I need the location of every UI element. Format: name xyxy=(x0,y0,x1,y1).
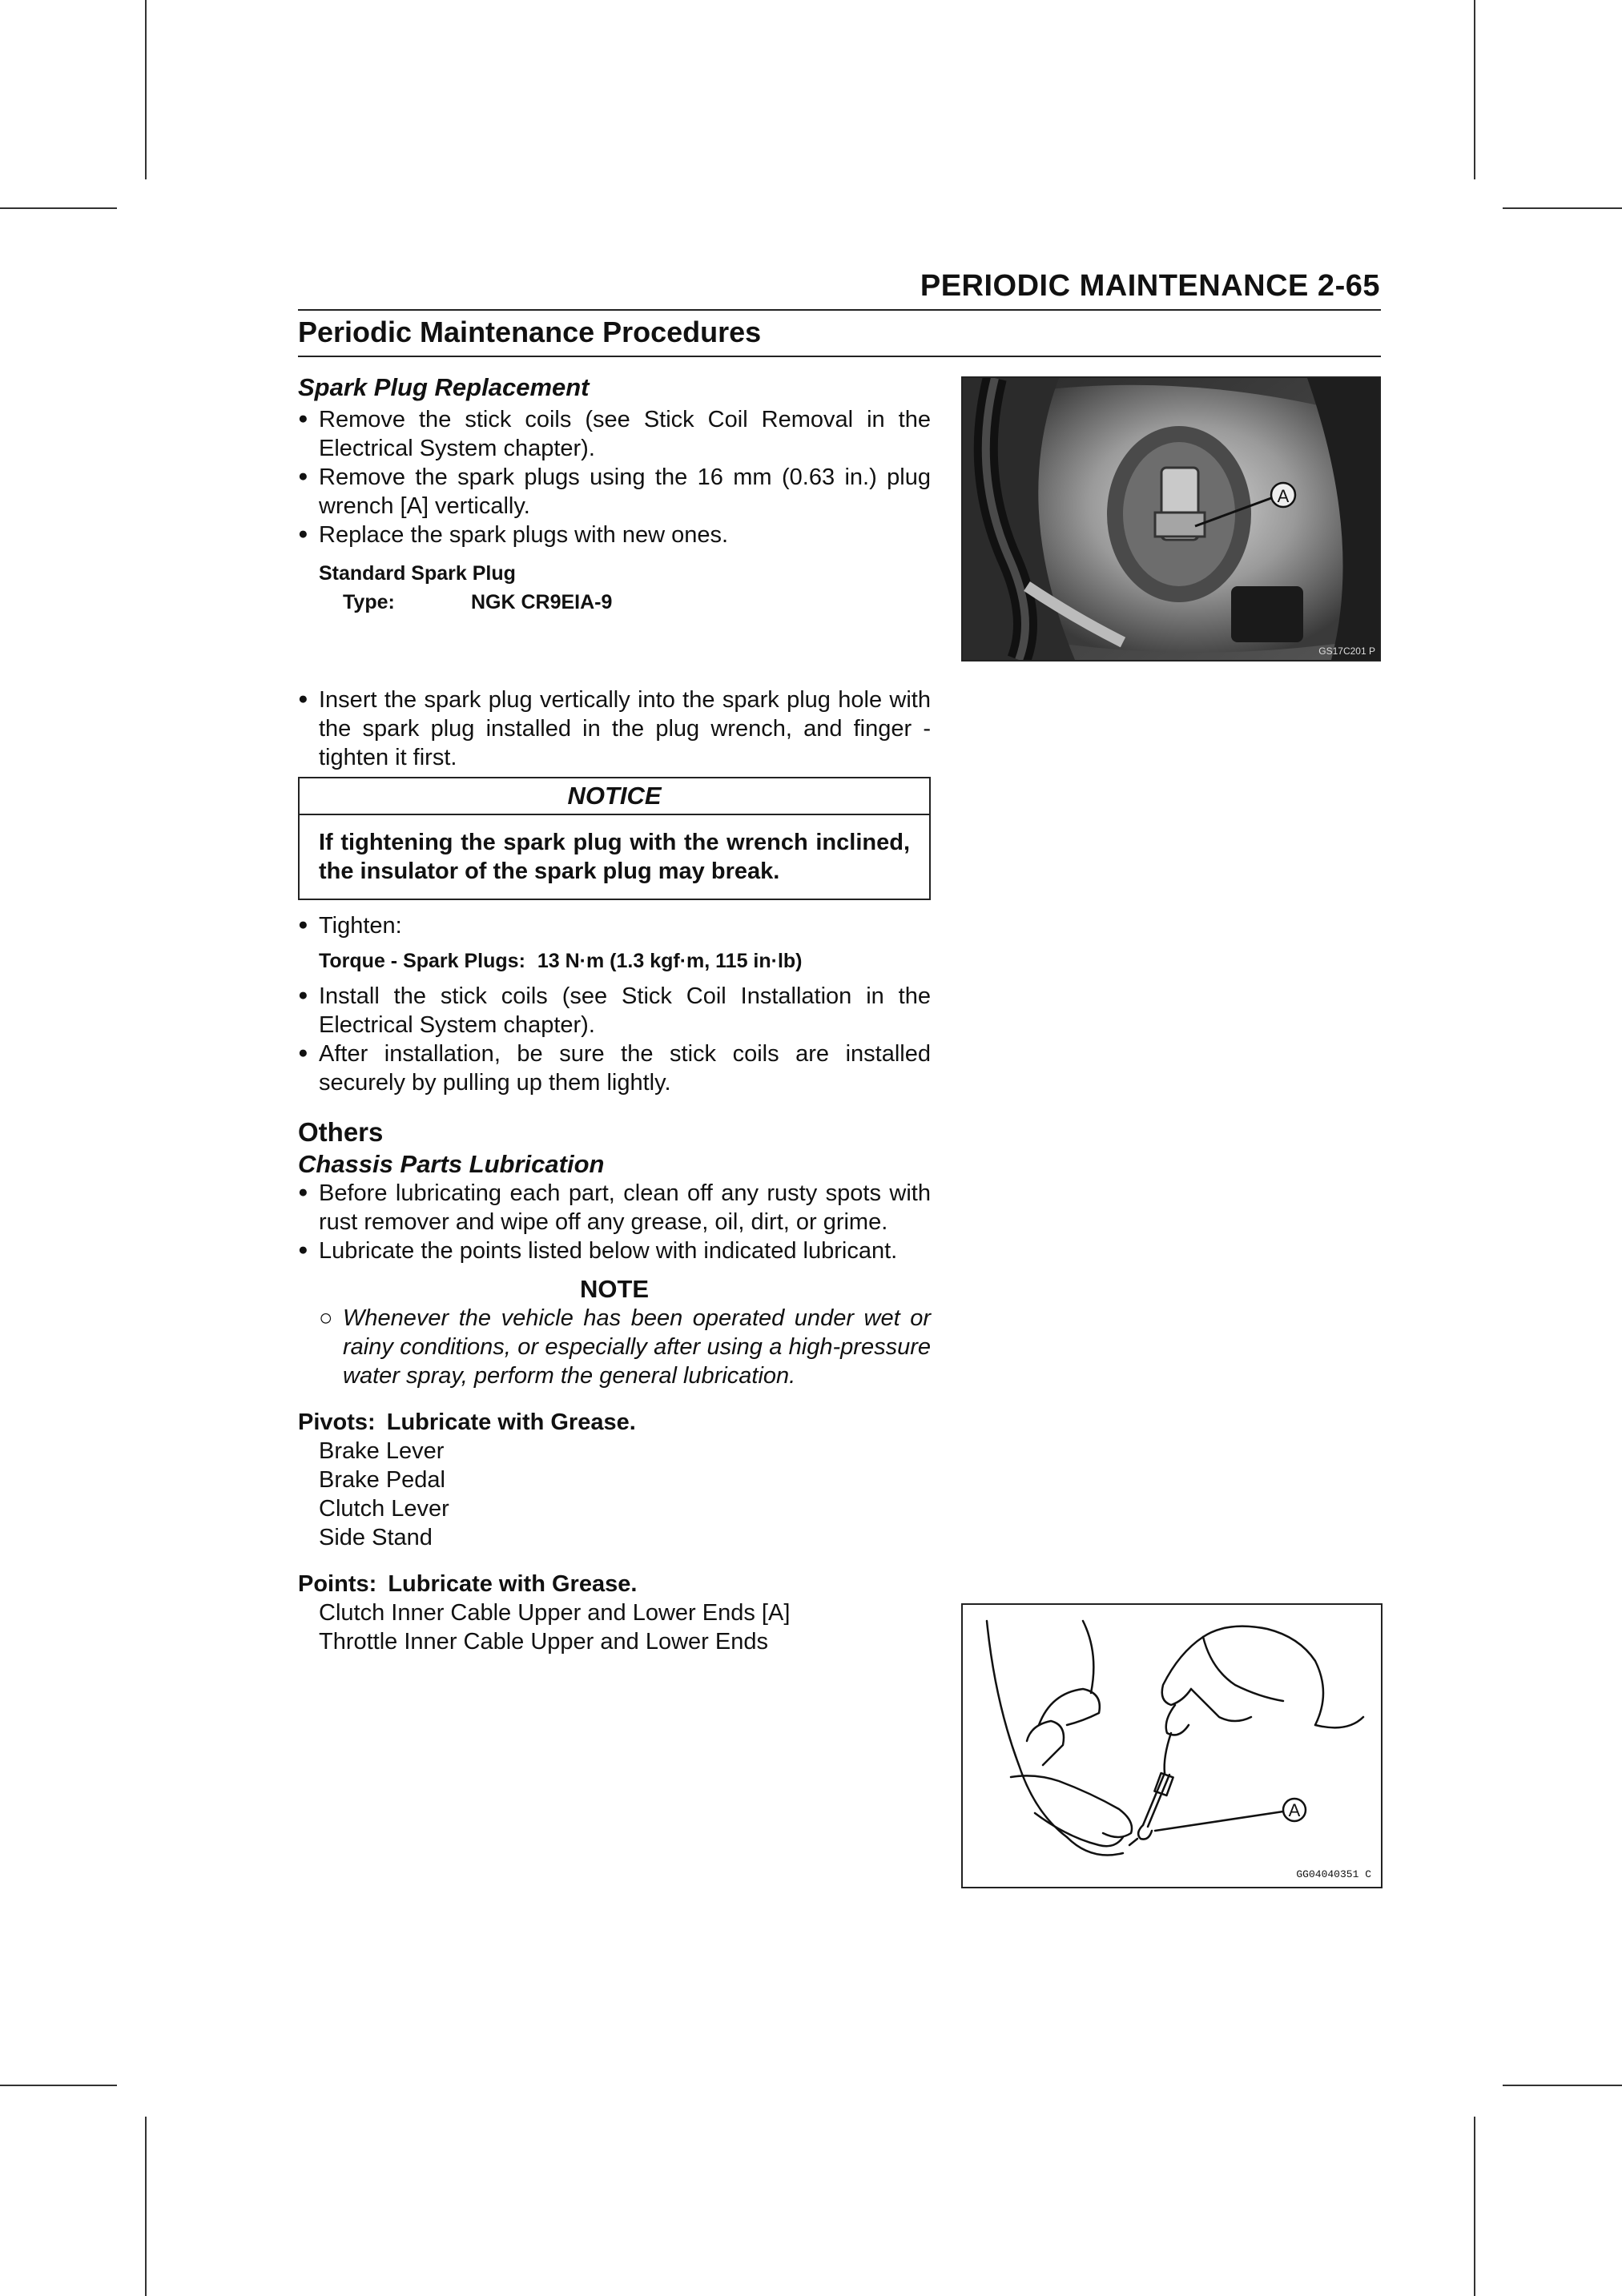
drawing-code: GG04040351 C xyxy=(1296,1868,1371,1880)
notice-box xyxy=(298,777,931,900)
install-section xyxy=(298,686,931,1097)
lubrication-drawing-image xyxy=(963,1605,1381,1887)
step-insert-plug: ● Insert the spark plug vertically into the spark plug hole with the spark plug installed in the plug wrench, and finger -tighten it first. xyxy=(298,686,931,772)
crop-mark xyxy=(1474,0,1475,179)
photo-callout-a: A xyxy=(1277,486,1290,506)
crop-mark xyxy=(1503,207,1622,209)
torque-value: 13 N·m (1.3 kgf·m, 115 in·lb) xyxy=(537,950,803,972)
spark-plug-section xyxy=(298,373,931,617)
section-rule xyxy=(298,356,1381,357)
crop-mark xyxy=(145,2117,147,2296)
crop-mark xyxy=(0,207,117,209)
spec-title: Standard Spark Plug xyxy=(319,562,516,585)
pivot-item: Side Stand xyxy=(319,1525,433,1550)
notice-text: If tightening the spark plug with the wrench inclined, the insulator of the spark plug may break. xyxy=(319,830,910,884)
points-head xyxy=(298,1570,931,1598)
pivots-head xyxy=(298,1408,931,1437)
points-method: Lubricate with Grease. xyxy=(388,1571,638,1597)
others-section xyxy=(298,1118,931,1656)
pivot-item: Brake Pedal xyxy=(319,1467,445,1493)
points-label: Points: xyxy=(298,1571,377,1597)
points-block xyxy=(298,1570,931,1656)
point-item: Throttle Inner Cable Upper and Lower Ends xyxy=(319,1629,768,1655)
crop-mark xyxy=(1474,2117,1475,2296)
spec-row xyxy=(298,588,931,617)
others-heading: Others xyxy=(298,1117,384,1147)
spec-value: NGK CR9EIA-9 xyxy=(471,591,613,613)
pivot-item: Brake Lever xyxy=(319,1438,445,1464)
step-remove-coils: ● Remove the stick coils (see Stick Coil Removal in the Electrical System chapter). xyxy=(298,405,931,463)
crop-mark xyxy=(1503,2085,1622,2086)
lubrication-heading: Chassis Parts Lubrication xyxy=(298,1150,605,1178)
torque-label: Torque - Spark Plugs: xyxy=(319,950,525,972)
lubrication-drawing xyxy=(961,1603,1383,1888)
pivot-item: Clutch Lever xyxy=(319,1496,449,1522)
notice-title: NOTICE xyxy=(300,778,929,815)
step-replace-plugs: ● Replace the spark plugs with new ones. xyxy=(298,521,931,549)
torque-row xyxy=(298,947,931,975)
point-item: Clutch Inner Cable Upper and Lower Ends [A] xyxy=(319,1600,791,1626)
spark-plug-photo-image xyxy=(963,378,1379,660)
pivots-method: Lubricate with Grease. xyxy=(386,1409,636,1435)
step-lubricate: ● Lubricate the points listed below with indicated lubricant. xyxy=(298,1236,931,1265)
step-install-coils: ● Install the stick coils (see Stick Coil Installation in the Electrical System chapter). xyxy=(298,982,931,1039)
crop-mark xyxy=(0,2085,117,2086)
spark-plug-heading: Spark Plug Replacement xyxy=(298,373,590,401)
running-title: PERIODIC MAINTENANCE 2-65 xyxy=(920,269,1380,303)
pivots-block xyxy=(298,1408,931,1552)
section-title: Periodic Maintenance Procedures xyxy=(298,316,762,348)
spec-label: Type: xyxy=(343,591,395,613)
pivots-label: Pivots: xyxy=(298,1409,376,1435)
photo-code: GS17C201 P xyxy=(1318,645,1375,657)
drawing-callout-a: A xyxy=(1288,1800,1301,1820)
step-check-coils: ● After installation, be sure the stick coils are installed securely by pulling up them lightly. xyxy=(298,1039,931,1097)
spark-plug-photo xyxy=(961,376,1381,661)
note-text: ○ Whenever the vehicle has been operated under wet or rainy conditions, or especially after using a high-pressure water spray, perform the general lubrication. xyxy=(298,1304,931,1390)
note-title: NOTE xyxy=(579,1275,650,1303)
step-clean: ● Before lubricating each part, clean off any rusty spots with rust remover and wipe off any grease, oil, dirt, or grime. xyxy=(298,1179,931,1236)
crop-mark xyxy=(145,0,147,179)
step-tighten: ● Tighten: xyxy=(298,911,931,940)
step-remove-plugs: ● Remove the spark plugs using the 16 mm (0.63 in.) plug wrench [A] vertically. xyxy=(298,463,931,521)
header-rule xyxy=(298,309,1381,311)
